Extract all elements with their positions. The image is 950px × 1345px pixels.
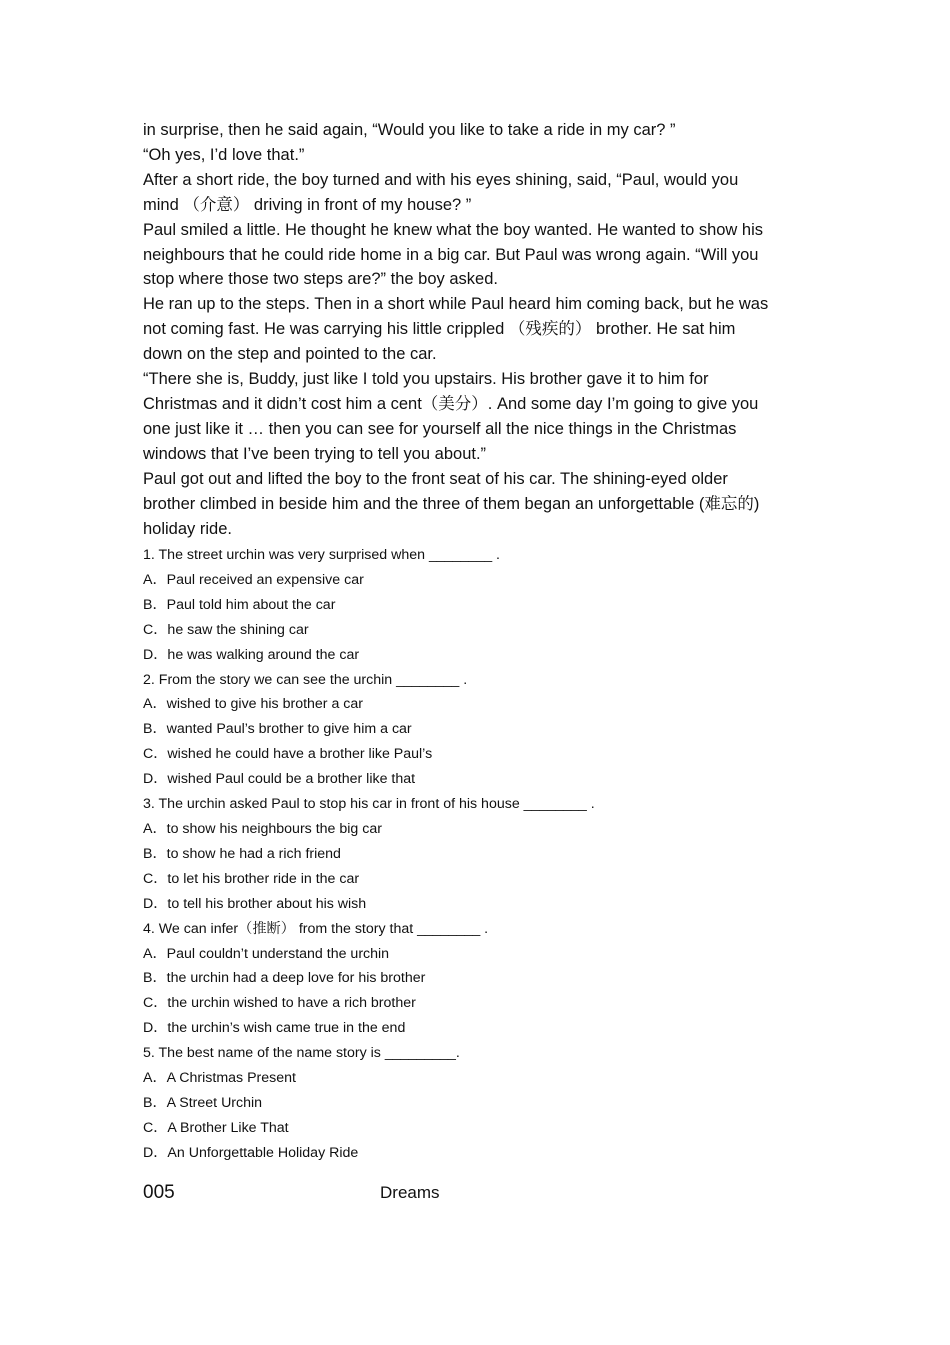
answer-option: B．to show he had a rich friend — [143, 845, 341, 862]
answer-option: B．Paul told him about the car — [143, 596, 336, 613]
story-line: brother climbed in beside him and the three of them began an unforgettable (难忘的) — [143, 494, 760, 513]
story-line: not coming fast. He was carrying his little crippled （残疾的） brother. He sat him — [143, 320, 736, 339]
answer-option: A．to show his neighbours the big car — [143, 820, 382, 837]
story-line: holiday ride. — [143, 519, 232, 538]
story-text — [143, 118, 948, 541]
answer-option: A．Paul received an expensive car — [143, 571, 364, 588]
answer-option: A．A Christmas Present — [143, 1070, 296, 1087]
answer-option: D．An Unforgettable Holiday Ride — [143, 1144, 359, 1161]
story-line: He ran up to the steps. Then in a short while Paul heard him coming back, but he was — [143, 295, 769, 314]
question-list — [143, 543, 843, 1166]
answer-option: B．the urchin had a deep love for his brother — [143, 970, 426, 987]
answer-option: A．Paul couldn’t understand the urchin — [143, 945, 390, 962]
story-line: neighbours that he could ride home in a big car. But Paul was wrong again. “Will you — [143, 245, 759, 264]
answer-option: C．A Brother Like That — [143, 1119, 289, 1136]
question-stem: 3. The urchin asked Paul to stop his car in front of his house ________ . — [143, 796, 595, 813]
story-line: “There she is, Buddy, just like I told you upstairs. His brother gave it to him for — [143, 370, 709, 389]
question-stem: 1. The street urchin was very surprised when ________ . — [143, 547, 500, 563]
story-line: Christmas and it didn’t cost him a cent（美分）. And some day I’m going to give you — [143, 394, 759, 413]
story-line: Paul smiled a little. He thought he knew what the boy wanted. He wanted to show his — [143, 220, 764, 239]
answer-option: C．he saw the shining car — [143, 621, 309, 638]
answer-option: D．he was walking around the car — [143, 646, 360, 663]
question-stem: 2. From the story we can see the urchin ________ . — [143, 671, 468, 688]
answer-option: D．wished Paul could be a brother like that — [143, 771, 416, 788]
answer-option: B．A Street Urchin — [143, 1094, 263, 1111]
story-line: in surprise, then he said again, “Would you like to take a ride in my car? ” — [143, 121, 676, 139]
answer-option: C．wished he could have a brother like Paul’s — [143, 746, 433, 763]
story-line: After a short ride, the boy turned and with his eyes shining, said, “Paul, would you — [143, 170, 739, 189]
passage-number: 005 — [143, 1182, 175, 1203]
story-line: Paul got out and lifted the boy to the front seat of his car. The shining-eyed older — [143, 469, 728, 488]
question-stem: 5. The best name of the name story is _________. — [143, 1045, 460, 1062]
question-stem: 4. We can infer（推断） from the story that ________ . — [143, 920, 489, 937]
story-line: stop where those two steps are?” the boy asked. — [143, 270, 498, 289]
story-line: mind （介意） driving in front of my house? ” — [143, 195, 472, 214]
answer-option: B．wanted Paul’s brother to give him a car — [143, 721, 412, 738]
story-line: one just like it … then you can see for yourself all the nice things in the Christmas — [143, 419, 737, 438]
answer-option: D．to tell his brother about his wish — [143, 895, 367, 912]
answer-option: C．the urchin wished to have a rich brother — [143, 995, 416, 1012]
answer-option: C．to let his brother ride in the car — [143, 870, 360, 887]
answer-option: A．wished to give his brother a car — [143, 696, 364, 713]
story-line: windows that I’ve been trying to tell you about.” — [143, 444, 487, 463]
answer-option: D．the urchin’s wish came true in the end — [143, 1020, 406, 1037]
passage-title: Dreams — [380, 1183, 440, 1202]
story-line: “Oh yes, I’d love that.” — [143, 145, 305, 164]
story-line: down on the step and pointed to the car. — [143, 345, 437, 364]
